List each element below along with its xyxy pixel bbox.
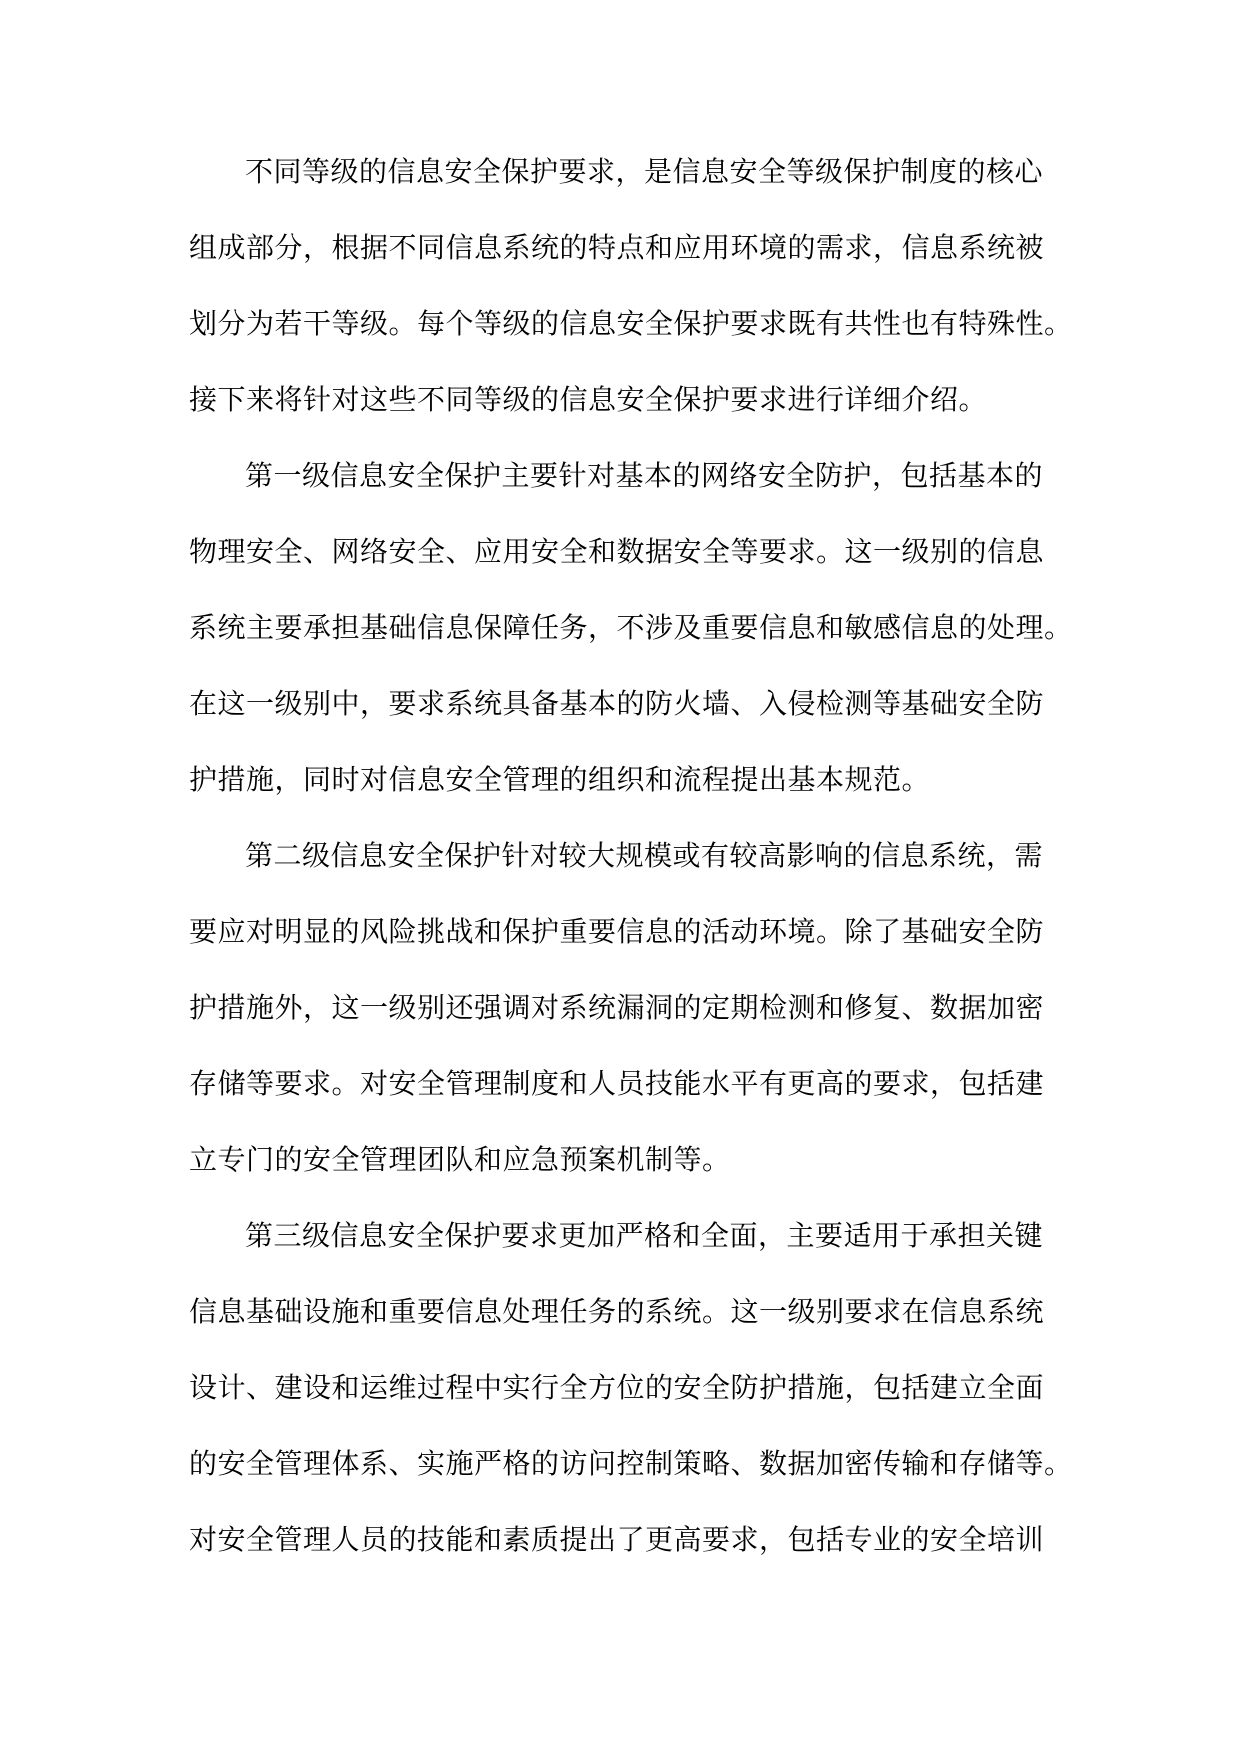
text-line: 物理安全、网络安全、应用安全和数据安全等要求。这一级别的信息 — [189, 535, 1045, 568]
text-line: 组成部分，根据不同信息系统的特点和应用环境的需求，信息系统被 — [189, 231, 1045, 264]
text-line: 接下来将针对这些不同等级的信息安全保护要求进行详细介绍。 — [189, 383, 988, 416]
text-line: 的安全管理体系、实施严格的访问控制策略、数据加密传输和存储等。 — [189, 1447, 1073, 1480]
text-line: 划分为若干等级。每个等级的信息安全保护要求既有共性也有特殊性。 — [189, 307, 1073, 340]
text-line: 第二级信息安全保护针对较大规模或有较高影响的信息系统，需 — [245, 839, 1044, 872]
text-line: 设计、建设和运维过程中实行全方位的安全防护措施，包括建立全面 — [189, 1371, 1045, 1404]
text-line: 要应对明显的风险挑战和保护重要信息的活动环境。除了基础安全防 — [189, 915, 1045, 948]
text-line: 不同等级的信息安全保护要求，是信息安全等级保护制度的核心 — [245, 155, 1044, 188]
text-line: 立专门的安全管理团队和应急预案机制等。 — [189, 1143, 731, 1176]
text-line: 护措施，同时对信息安全管理的组织和流程提出基本规范。 — [189, 763, 931, 796]
text-line: 护措施外，这一级别还强调对系统漏洞的定期检测和修复、数据加密 — [189, 991, 1045, 1024]
text-line: 对安全管理人员的技能和素质提出了更高要求，包括专业的安全培训 — [189, 1523, 1045, 1556]
text-line: 第三级信息安全保护要求更加严格和全面，主要适用于承担关键 — [245, 1219, 1044, 1252]
text-line: 第一级信息安全保护主要针对基本的网络安全防护，包括基本的 — [245, 459, 1044, 492]
text-line: 在这一级别中，要求系统具备基本的防火墙、入侵检测等基础安全防 — [189, 687, 1045, 720]
text-line: 信息基础设施和重要信息处理任务的系统。这一级别要求在信息系统 — [189, 1295, 1045, 1328]
text-line: 存储等要求。对安全管理制度和人员技能水平有更高的要求，包括建 — [189, 1067, 1045, 1100]
text-line: 系统主要承担基础信息保障任务，不涉及重要信息和敏感信息的处理。 — [189, 611, 1073, 644]
